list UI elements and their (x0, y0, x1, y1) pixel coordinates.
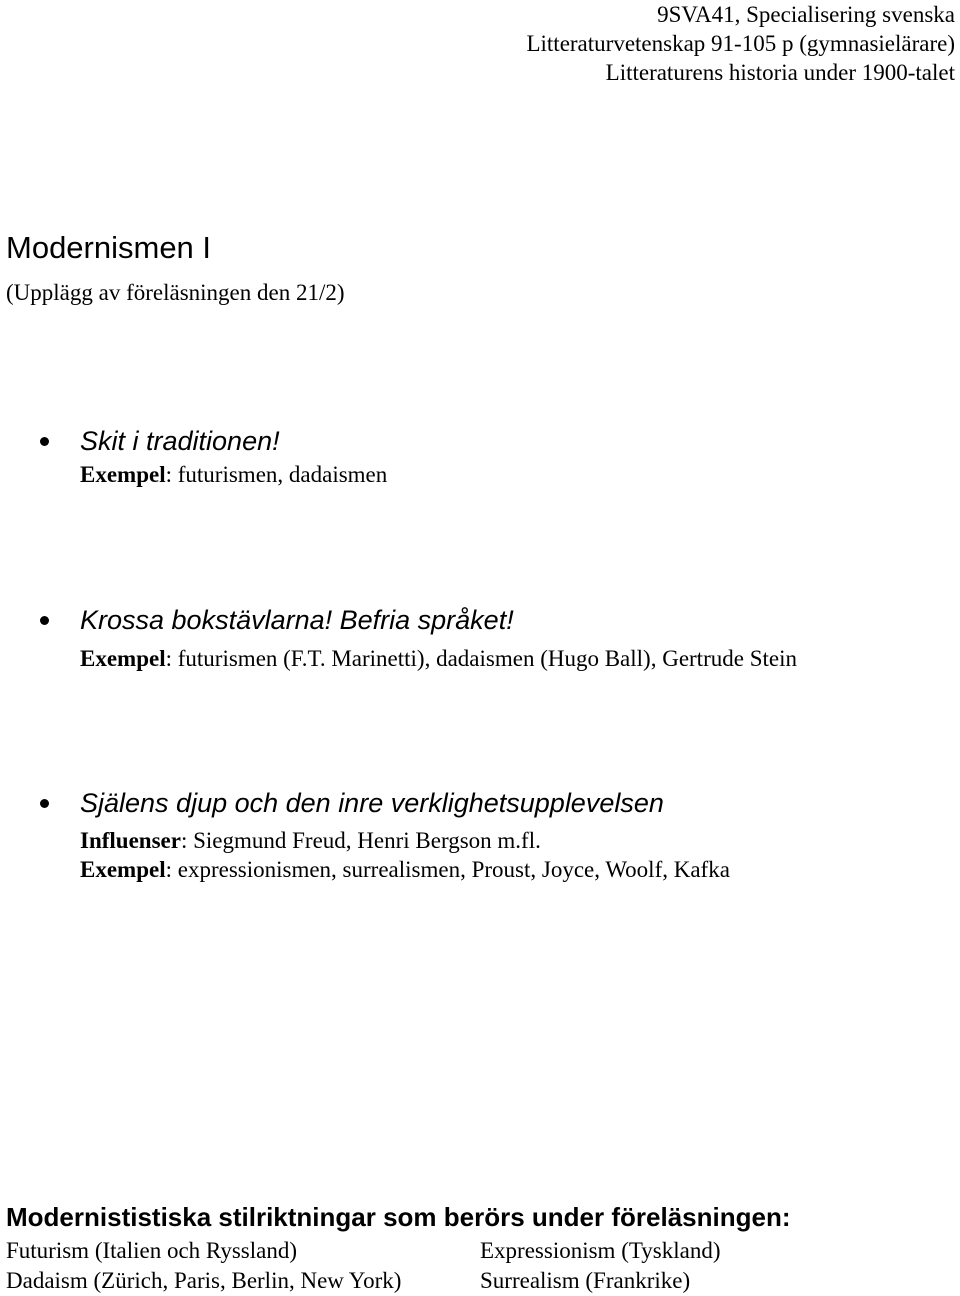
bullet-detail-line (80, 826, 541, 856)
styles-list (6, 1236, 860, 1296)
detail-text: : Siegmund Freud, Henri Bergson m.fl. (180, 828, 541, 853)
course-code-line: 9SVA41, Specialisering svenska (657, 2, 955, 27)
bullet-dot-icon (40, 799, 49, 808)
style-item-surrealism: Surrealism (Frankrike) (480, 1268, 691, 1293)
style-item-expressionism: Expressionism (Tyskland) (480, 1238, 721, 1263)
detail-label: Exempel (80, 462, 166, 487)
page-title: Modernismen I (6, 230, 212, 265)
detail-text: : expressionismen, surrealismen, Proust, Joyce, Woolf, Kafka (165, 857, 730, 882)
style-item-dadaism: Dadaism (Zürich, Paris, Berlin, New York) (6, 1268, 402, 1293)
course-program-line: Litteraturvetenskap 91-105 p (gymnasielärare) (526, 31, 955, 56)
bullet-heading: Krossa bokstävlarna! Befria språket! (80, 605, 514, 635)
course-header (526, 0, 955, 87)
detail-text: : futurismen, dadaismen (165, 462, 388, 487)
bullet-dot-icon (40, 616, 49, 625)
bullet-heading: Skit i traditionen! (80, 426, 280, 456)
styles-section-heading: Modernististiska stilriktningar som berörs under föreläsningen: (6, 1202, 791, 1232)
detail-label: Exempel (80, 857, 166, 882)
bullet-heading: Själens djup och den inre verklighetsupplevelsen (80, 788, 664, 818)
page-subtitle: (Upplägg av föreläsningen den 21/2) (6, 280, 345, 305)
bullet-dot-icon (40, 437, 49, 446)
bullet-detail-line (80, 460, 387, 490)
bullet-detail-line (80, 855, 730, 885)
detail-text: : futurismen (F.T. Marinetti), dadaismen (Hugo Ball), Gertrude Stein (165, 646, 797, 671)
detail-label: Exempel (80, 646, 166, 671)
bullet-detail-line (80, 644, 797, 674)
course-name-line: Litteraturens historia under 1900-talet (605, 60, 955, 85)
style-item-futurism: Futurism (Italien och Ryssland) (6, 1238, 298, 1263)
detail-label: Influenser (80, 828, 181, 853)
